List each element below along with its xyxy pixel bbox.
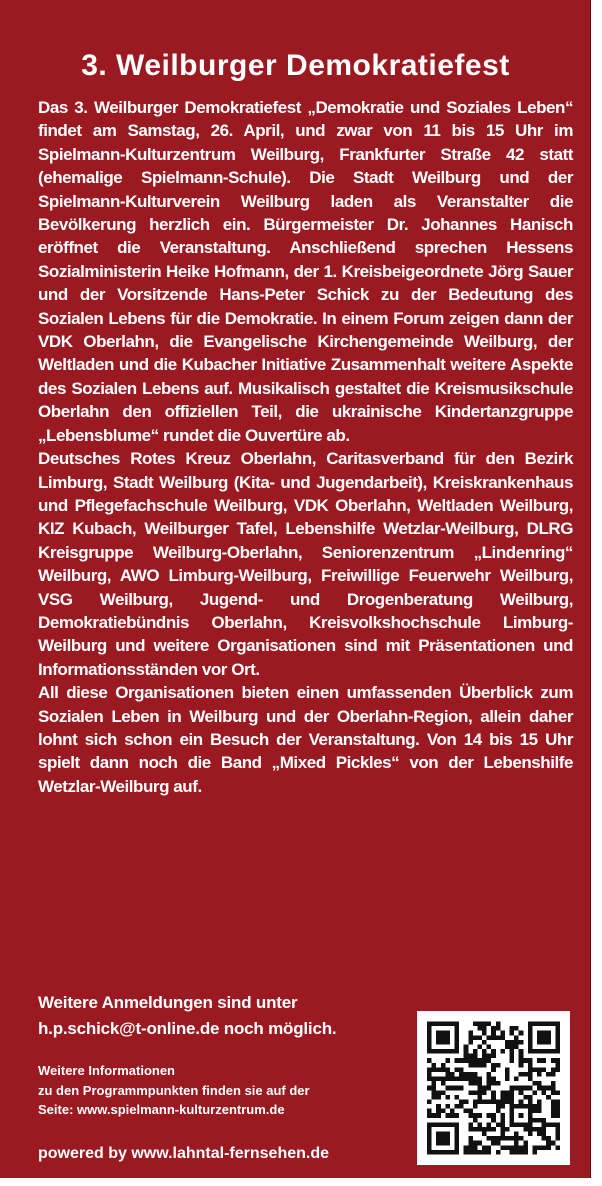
paragraph-event-intro: Das 3. Weilburger Demokratiefest „Demokratie und Soziales Leben“ findet am Samstag, 26. April, und zwar von 11 bis 15 Uhr im Spielmann-Kulturzentrum Weilburg, Frankfurter Straße 42 statt (ehemalige Spielmann-Schule). Die Stadt Weilburg und der Spielmann-Kulturverein Weilburg laden als Veranstalter die Bevölkerung herzlich ein. Bürgermeister Dr. Johannes Hanisch eröffnet die Veranstaltung. Anschließend sprechen Hessens Sozialministerin Heike Hofmann, der 1. Kreisbeigeordnete Jörg Sauer und der Vorsitzende Hans-Peter Schick zu der Bedeutung des Sozialen Lebens für die Demokratie. In einem Forum zeigen dann der VDK Oberlahn, die Evangelische Kirchengemeinde Weilburg, der Weltladen und die Kubacher Initiative Zusammenhalt weitere Aspekte des Sozialen Lebens auf. Musikalisch gestaltet die Kreismusikschule Oberlahn den offiziellen Teil, die ukrainische Kindertanzgruppe „Lebensblume“ rundet die Ouvertüre ab. <box>38 98 573 445</box>
info-line-1: Weitere Informationen <box>38 1063 176 1078</box>
paragraph-overview: All diese Organisationen bieten einen umfassenden Überblick zum Sozialen Leben in Weilburg und der Oberlahn-Region, allein daher lohnt sich schon ein Besuch der Veranstaltung. Von 14 bis 15 Uhr spielt dann noch die Band „Mixed Pickles“ von der Lebenshilfe Wetzlar-Weilburg auf. <box>38 683 573 796</box>
qr-code-icon[interactable] <box>417 1011 570 1165</box>
info-note <box>38 1061 408 1120</box>
info-line-3: Seite: www.spielmann-kulturzentrum.de <box>38 1102 285 1117</box>
info-line-2: zu den Programmpunkten finden sie auf der <box>38 1082 310 1098</box>
flyer-title: 3. Weilburger Demokratiefest <box>81 49 510 82</box>
body-text <box>38 96 573 798</box>
registration-note <box>38 990 418 1042</box>
qr-code-graphic <box>427 1021 560 1155</box>
powered-by: powered by www.lahntal-fernsehen.de <box>38 1145 330 1162</box>
registration-line-2: h.p.schick@t-online.de noch möglich. <box>38 1019 337 1038</box>
paragraph-organisations: Deutsches Rotes Kreuz Oberlahn, Caritasverband für den Bezirk Limburg, Stadt Weilburg (Kita- und Jugendarbeit), Kreiskrankenhaus und Pflegefachschule Weilburg, VDK Oberlahn, Weltladen Weilburg, KIZ Kubach, Weilburger Tafel, Lebenshilfe Wetzlar-Weilburg, DLRG Kreisgruppe Weilburg-Oberlahn, Seniorenzentrum „Lindenring“ Weilburg, AWO Limburg-Weilburg, Freiwillige Feuerwehr Weilburg, VSG Weilburg, Jugend- und Drogenberatung Weilburg, Demokratiebündnis Oberlahn, Kreisvolkshochschule Limburg-Weilburg und weitere Organisationen sind mit Präsentationen und Informationsständen vor Ort. <box>38 449 573 679</box>
registration-line-1: Weitere Anmeldungen sind unter <box>38 993 298 1012</box>
